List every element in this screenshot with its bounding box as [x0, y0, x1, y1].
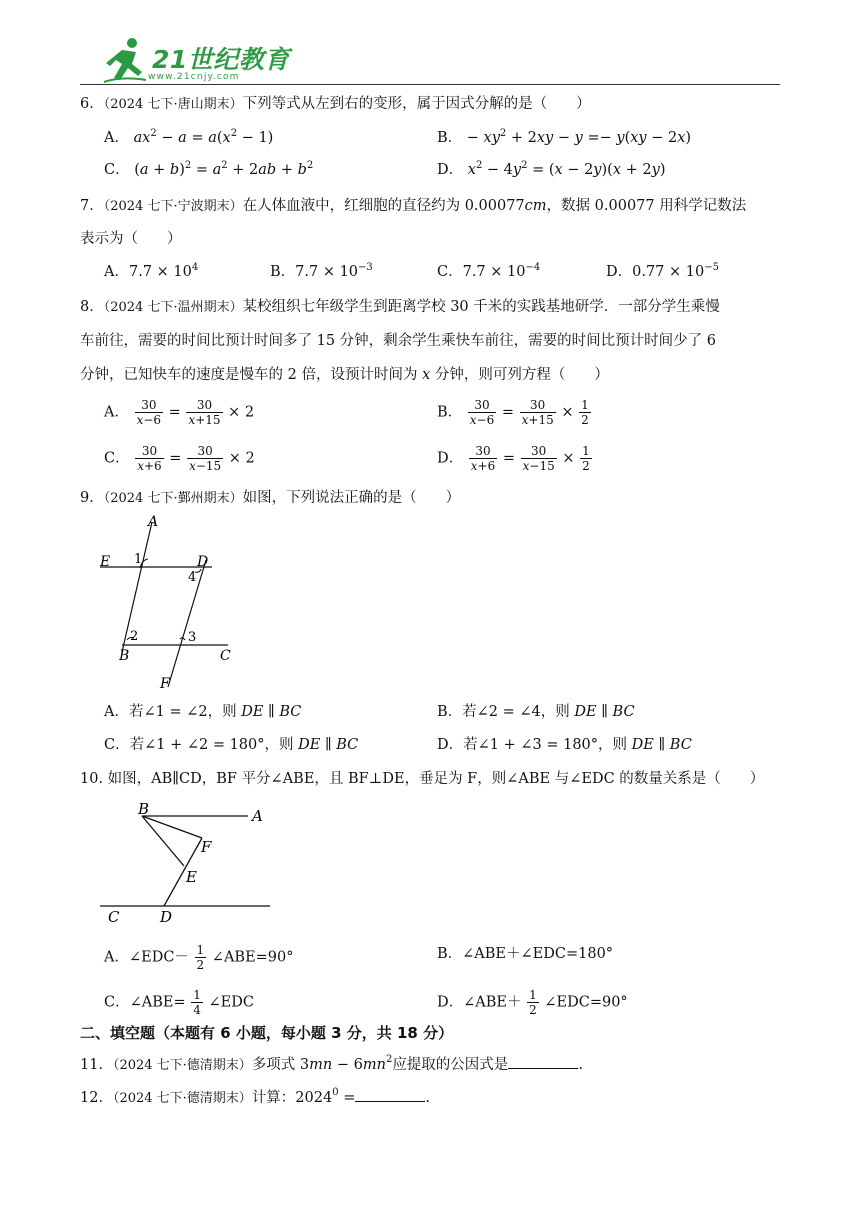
q10-label-c: C	[108, 908, 120, 926]
q9-angle-1: 1	[134, 552, 143, 567]
q8-option-b: B． $\frac{30}{x-6}$ = $\frac{30}{x+15}$ × $\frac{1}{2}$	[437, 398, 589, 427]
q9-angle-4: 4	[188, 570, 197, 585]
q10-label-d: D	[160, 908, 173, 926]
header-rule	[80, 84, 780, 85]
brand-url: www.21cnjy.com	[148, 72, 240, 82]
q9-source: （2024 七下·鄞州期末）	[103, 491, 243, 506]
q9-label-c: C	[220, 648, 231, 664]
q7-stem-line1: 7．（2024 七下·宁波期末）在人体血液中，红细胞的直径约为 0.00077cm，数据 0.00077 用科学记数法	[80, 198, 747, 214]
q9-stem: 9．（2024 七下·鄞州期末）如图，下列说法正确的是（ ）	[80, 490, 461, 506]
q11-stem: 11．（2024 七下·德清期末）多项式 $3mn - 6mn^2$应提取的公因式是 .	[80, 1054, 583, 1073]
q10-label-a: A	[252, 807, 263, 825]
q11-answer-blank[interactable]	[508, 1054, 578, 1069]
q12-source: （2024 七下·德清期末）	[112, 1091, 252, 1106]
q9-label-f: F	[160, 676, 170, 692]
q10-option-b: B．∠ABE＋∠EDC=180°	[437, 946, 614, 962]
q6-text: 下列等式从左到右的变形，属于因式分解的是（ ）	[242, 96, 591, 112]
q6-option-d: D． $x^2 - 4y^2 = (x - 2y)(x + 2y)$	[437, 160, 666, 178]
q10-option-c: C．∠ABE= $\frac{1}{4}$ ∠EDC	[104, 988, 254, 1017]
q9-option-c: C．若∠1 + ∠2 = 180°，则 DE ∥ BC	[104, 737, 359, 753]
q12-stem: 12．（2024 七下·德清期末）计算：$2024^0$ = .	[80, 1087, 430, 1106]
q10-label-e: E	[186, 868, 197, 886]
q8-stem-line1: 8．（2024 七下·温州期末）某校组织七年级学生到距离学校 30 千米的实践基地研学．一部分学生乘慢	[80, 299, 720, 315]
q8-option-c: C． $\frac{30}{x+6}$ = $\frac{30}{x-15}$ × 2	[104, 444, 255, 473]
section2-title: 二、填空题（本题有 6 小题，每小题 3 分，共 18 分）	[80, 1024, 454, 1042]
q7-option-a: A．$7.7 \times 10^4$	[104, 262, 199, 280]
q9-label-e: E	[100, 554, 111, 570]
q10-option-a: A．∠EDC－ $\frac{1}{2}$ ∠ABE=90°	[104, 943, 294, 972]
q6-stem	[80, 94, 591, 115]
q9-angle-2: 2	[130, 629, 139, 644]
q10-label-b: B	[138, 800, 150, 818]
q9-label-b: B	[119, 648, 130, 664]
q7-option-c: C．$7.7 \times 10^{-4}$	[437, 262, 541, 280]
q8-option-d: D． $\frac{30}{x+6}$ = $\frac{30}{x-15}$ × $\frac{1}{2}$	[437, 444, 590, 473]
q10-option-d: D．∠ABE＋ $\frac{1}{2}$ ∠EDC=90°	[437, 988, 628, 1017]
q8-source: （2024 七下·温州期末）	[103, 300, 243, 315]
q6-option-a: A． $ax^2 - a = a(x^2 - 1)$	[104, 128, 274, 146]
q7-option-d: D．$0.77 \times 10^{-5}$	[606, 262, 719, 280]
q11-source: （2024 七下·德清期末）	[112, 1058, 252, 1073]
q9-option-a: A．若∠1 = ∠2，则 DE ∥ BC	[104, 704, 302, 720]
q9-label-d: D	[197, 554, 209, 570]
q6-source: （2024 七下·唐山期末）	[103, 97, 243, 112]
q7-stem-line2: 表示为（ ）	[80, 231, 182, 247]
q7-source: （2024 七下·宁波期末）	[103, 199, 243, 214]
runner-logo-icon	[102, 36, 148, 88]
q9-option-d: D．若∠1 + ∠3 = 180°，则 DE ∥ BC	[437, 737, 692, 753]
q8-stem-line2: 车前往，需要的时间比预计时间多了 15 分钟，剩余学生乘快车前往，需要的时间比预计时间少了 6	[80, 333, 716, 349]
q6-number: 6．	[80, 96, 104, 112]
q9-angle-3: 3	[188, 630, 197, 645]
q6-option-b: B． − $xy^2 + 2xy - y =- y(xy - 2x)$	[437, 128, 692, 146]
q8-option-a: A． $\frac{30}{x-6}$ = $\frac{30}{x+15}$ × 2	[104, 398, 255, 427]
brand-logo-text: 21世纪教育	[152, 45, 290, 74]
q10-label-f: F	[201, 838, 212, 856]
q8-stem-line3: 分钟，已知快车的速度是慢车的 2 倍，设预计时间为 x 分钟，则可列方程（ ）	[80, 367, 609, 383]
q9-figure	[96, 512, 246, 692]
q6-option-c: C． $(a + b)^2 = a^2 + 2ab + b^2$	[104, 160, 314, 178]
q10-figure	[98, 798, 278, 928]
q9-label-a: A	[148, 514, 159, 530]
q12-answer-blank[interactable]	[355, 1087, 425, 1102]
page-header	[80, 10, 780, 88]
q7-option-b: B．$7.7 \times 10^{-3}$	[270, 262, 373, 280]
q9-option-b: B．若∠2 = ∠4，则 DE ∥ BC	[437, 704, 635, 720]
q10-stem: 10. 如图，AB∥CD，BF 平分∠ABE，且 BF⊥DE，垂足为 F，则∠ABE 与∠EDC 的数量关系是（ ）	[80, 771, 765, 787]
